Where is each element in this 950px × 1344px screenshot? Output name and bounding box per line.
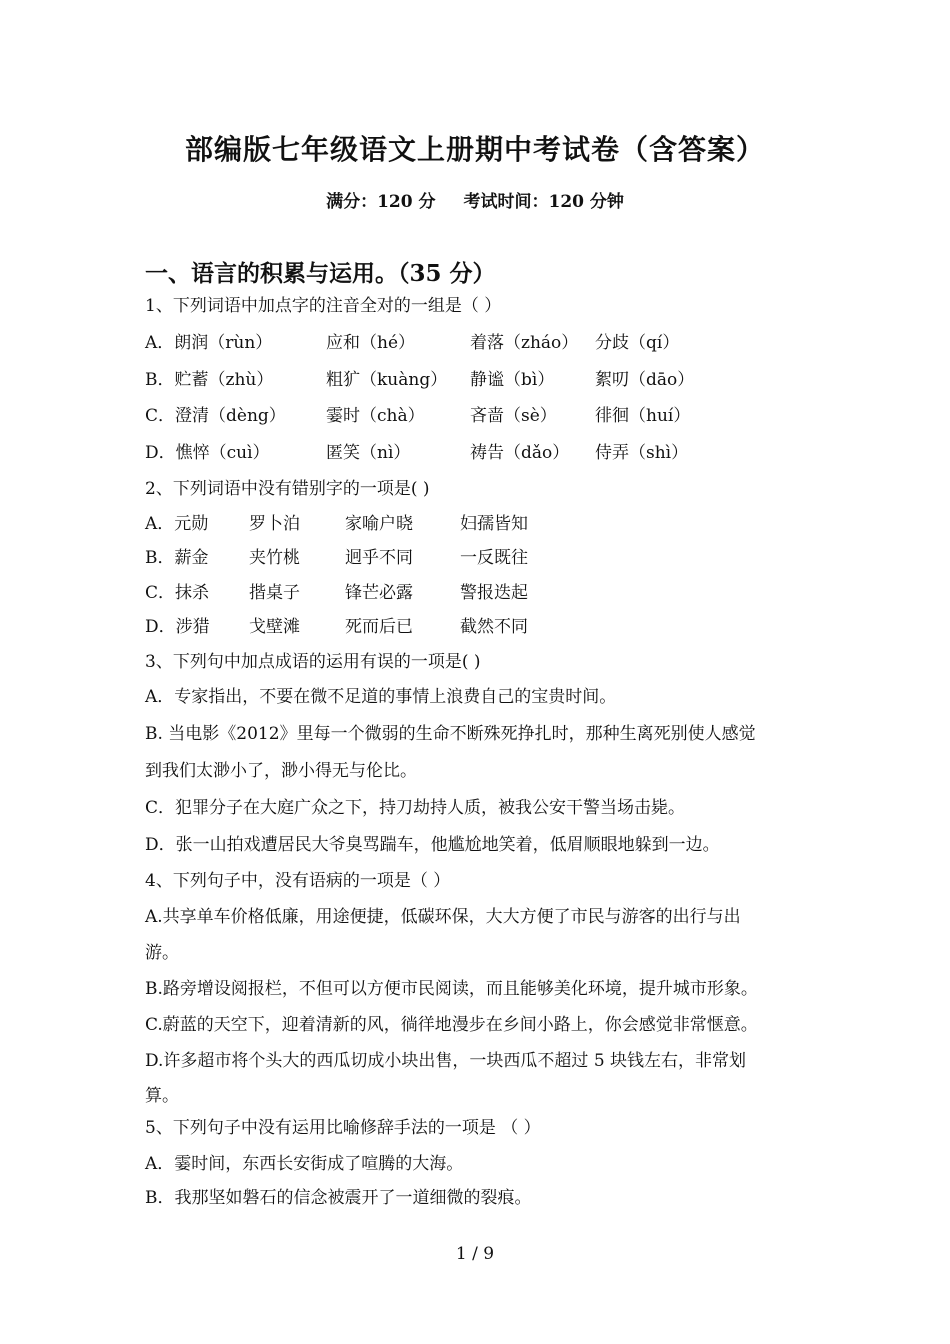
exam-info — [0, 187, 950, 212]
option-cell: 分歧（qí） — [595, 333, 680, 353]
document-title: 部编版七年级语文上册期中考试卷（含答案） — [184, 133, 765, 166]
option-cell: B．贮蓄（zhù） — [145, 370, 274, 390]
option-cell: B．薪金 — [145, 548, 209, 568]
option-cell: 死而后已 — [345, 617, 413, 637]
question-1-option-c — [145, 405, 845, 427]
option-cell: 迥乎不同 — [345, 548, 413, 568]
option-cell: C．澄清（dèng） — [145, 406, 286, 426]
question-4-option-d-line2: 算。 — [145, 1086, 179, 1106]
option-cell: D．憔悴（cuì） — [145, 443, 270, 463]
option-cell: 着落（zháo） — [470, 333, 579, 353]
question-4-stem: 4、下列句子中，没有语病的一项是（ ） — [145, 871, 451, 891]
question-4-option-a-line2: 游。 — [145, 943, 179, 963]
question-1-stem: 1、下列词语中加点字的注音全对的一组是（ ） — [145, 296, 502, 316]
option-cell: 戈壁滩 — [249, 617, 300, 637]
question-3-option-b-line1: B. 当电影《2012》里每一个微弱的生命不断殊死挣扎时，那种生离死别使人感觉 — [145, 724, 756, 744]
option-cell: 絮叨（dāo） — [595, 370, 695, 390]
question-4-option-b: B.路旁增设阅报栏，不但可以方便市民阅读，而且能够美化环境，提升城市形象。 — [145, 979, 758, 999]
option-cell: 罗卜泊 — [249, 514, 300, 534]
question-2-option-a — [145, 513, 845, 535]
question-1-option-d — [145, 442, 845, 464]
question-3-option-a: A．专家指出，不要在微不足道的事情上浪费自己的宝贵时间。 — [145, 687, 617, 707]
option-cell: 截然不同 — [460, 617, 528, 637]
option-cell: C．抹杀 — [145, 583, 210, 603]
option-cell: A．元勋 — [145, 514, 209, 534]
page-number: 1 / 9 — [455, 1244, 495, 1264]
question-4-option-c: C.蔚蓝的天空下，迎着清新的风，徜徉地漫步在乡间小路上，你会感觉非常惬意。 — [145, 1015, 758, 1035]
option-cell: 警报迭起 — [460, 583, 528, 603]
question-2-option-d — [145, 616, 845, 638]
question-4-option-d-line1: D.许多超市将个头大的西瓜切成小块出售，一块西瓜不超过 5 块钱左右，非常划 — [145, 1051, 747, 1071]
question-2-option-c — [145, 582, 845, 604]
option-cell: 应和（hé） — [326, 333, 416, 353]
option-cell: 家喻户晓 — [345, 514, 413, 534]
option-cell: 一反既往 — [460, 548, 528, 568]
option-cell: 锋芒必露 — [345, 583, 413, 603]
option-cell: 徘徊（huí） — [595, 406, 691, 426]
option-cell: 揩桌子 — [249, 583, 300, 603]
question-5-stem: 5、下列句子中没有运用比喻修辞手法的一项是 （ ） — [145, 1118, 541, 1138]
option-cell: 妇孺皆知 — [460, 514, 528, 534]
question-1-option-b — [145, 369, 845, 391]
question-5-option-a: A．霎时间，东西长安街成了喧腾的大海。 — [145, 1154, 464, 1174]
option-cell: A．朗润（rùn） — [145, 333, 273, 353]
question-2-option-b — [145, 547, 845, 569]
exam-time: 考试时间：120 分钟 — [463, 192, 624, 212]
option-cell: 祷告（dǎo） — [470, 443, 570, 463]
option-cell: 粗犷（kuàng） — [326, 370, 448, 390]
question-3-option-b-line2: 到我们太渺小了，渺小得无与伦比。 — [145, 761, 417, 781]
option-cell: 夹竹桃 — [249, 548, 300, 568]
question-2-stem: 2、下列词语中没有错别字的一项是( ) — [145, 479, 430, 499]
question-3-option-d: D．张一山拍戏遭居民大爷臭骂踹车，他尴尬地笑着，低眉顺眼地躲到一边。 — [145, 835, 720, 855]
section-heading: 一、语言的积累与运用。（35 分） — [145, 260, 496, 287]
question-1-option-a — [145, 332, 845, 354]
option-cell: 匿笑（nì） — [326, 443, 411, 463]
option-cell: D．涉猎 — [145, 617, 210, 637]
question-3-option-c: C．犯罪分子在大庭广众之下，持刀劫持人质，被我公安干警当场击毙。 — [145, 798, 686, 818]
question-3-stem: 3、下列句中加点成语的运用有误的一项是( ) — [145, 652, 481, 672]
question-4-option-a-line1: A.共享单车价格低廉，用途便捷，低碳环保，大大方便了市民与游客的出行与出 — [145, 907, 741, 927]
option-cell: 吝啬（sè） — [470, 406, 557, 426]
question-5-option-b: B．我那坚如磐石的信念被震开了一道细微的裂痕。 — [145, 1188, 532, 1208]
option-cell: 霎时（chà） — [326, 406, 425, 426]
full-score: 满分：120 分 — [326, 192, 436, 212]
option-cell: 静谧（bì） — [470, 370, 555, 390]
option-cell: 侍弄（shì） — [595, 443, 689, 463]
